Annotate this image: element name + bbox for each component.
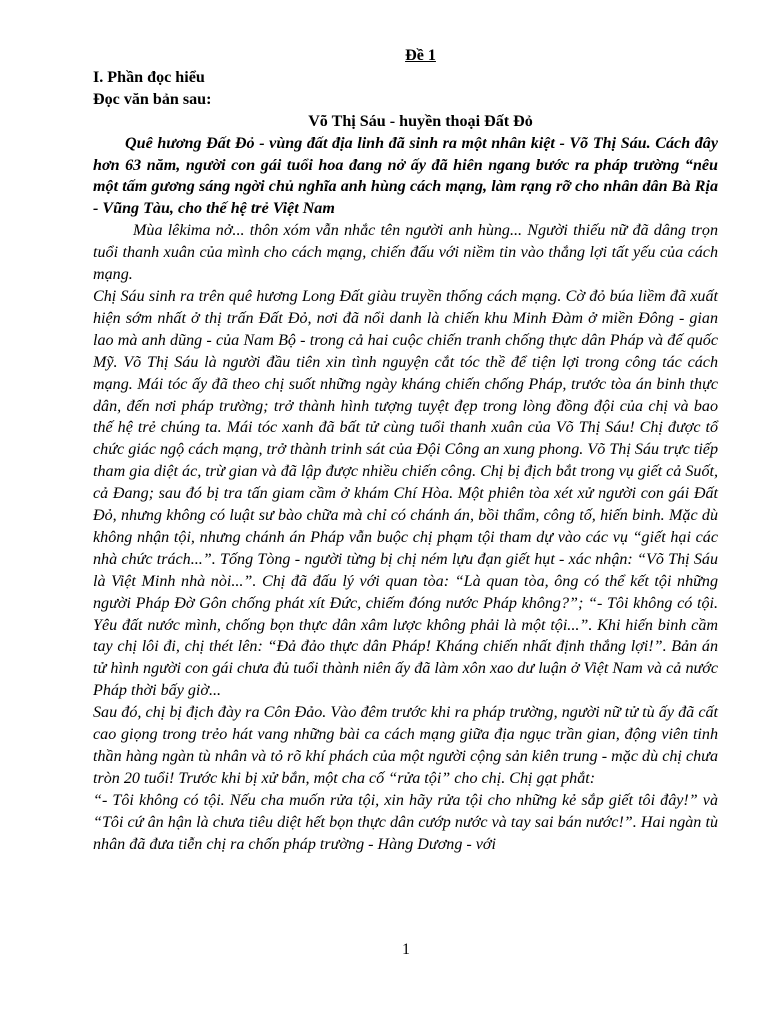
page-number: 1 <box>402 941 410 958</box>
story-title: Võ Thị Sáu - huyền thoại Đất Đỏ <box>308 112 533 130</box>
body-paragraph: Sau đó, chị bị địch đày ra Côn Đảo. Vào đêm trước khi ra pháp trường, người nữ tử tù ấy đã cất cao giọng trong trẻo hát vang những bài ca cách mạng giữa địa ngục trần gian, động viên tinh thần hàng ngàn tù nhân và tỏ rõ khí phách của một người cộng sản kiên trung - mặc dù chị chưa tròn 20 tuổi! Trước khi bị xử bắn, một cha cố “rửa tội” cho chị. Chị gạt phắt: <box>93 704 718 787</box>
body-paragraph: Mùa lêkima nở... thôn xóm vẫn nhắc tên người anh hùng... Người thiếu nữ đã dâng trọn tuổi thanh xuân của mình cho cách mạng, chiến đấu với niềm tin vào thắng lợi tất yếu của cách mạng. <box>93 222 718 284</box>
section-heading: I. Phần đọc hiểu <box>93 68 205 86</box>
exam-title: Đề 1 <box>405 47 436 64</box>
body-paragraph: “- Tôi không có tội. Nếu cha muốn rửa tội, xin hãy rửa tội cho những kẻ sắp giết tôi đây!” và “Tôi cứ ân hận là chưa tiêu diệt hết bọn thực dân cướp nước và tay sai bán nước!”. Hai ngàn tù nhân đã đưa tiễn chị ra chốn pháp trường - Hàng Dương - với <box>93 791 718 853</box>
intro-paragraph: Quê hương Đất Đỏ - vùng đất địa linh đã sinh ra một nhân kiệt - Võ Thị Sáu. Cách đây hơn 63 năm, người con gái tuổi hoa đang nở ấy đã hiên ngang bước ra pháp trường “nêu một tấm gương sáng ngời chủ nghĩa anh hùng cách mạng, làm rạng rỡ cho nhân dân Bà Rịa - Vũng Tàu, cho thế hệ trẻ Việt Nam <box>93 134 718 218</box>
reading-instruction: Đọc văn bản sau: <box>93 90 212 108</box>
body-paragraph: Chị Sáu sinh ra trên quê hương Long Đất giàu truyền thống cách mạng. Cờ đỏ búa liềm đã xuất hiện sớm nhất ở thị trấn Đất Đỏ, nơi đã nổi danh là chiến khu Minh Đàm ở miền Đông - gian lao mà anh dũng - của Nam Bộ - trong cả hai cuộc chiến tranh chống thực dân Pháp và đế quốc Mỹ. Võ Thị Sáu là người đầu tiên xin tình nguyện cắt tóc thề để tiện lợi trong công tác cách mạng. Mái tóc ấy đã theo chị suốt những ngày kháng chiến chống Pháp, trước tòa án binh thực dân, đến nơi pháp trường; trở thành hình tượng tuyệt đẹp trong lòng đồng đội của chị và bao thế hệ trẻ chúng ta. Mái tóc xanh đã bất tử cùng tuổi thanh xuân của Võ Thị Sáu! Chị được tổ chức giác ngộ cách mạng, trở thành trinh sát của Đội Công an xung phong. Võ Thị Sáu trực tiếp tham gia diệt ác, trừ gian và đã lập được nhiều chiến công. Chị bị địch bắt trong vụ giết cả Suốt, cả Đang; sau đó bị tra tấn giam cầm ở khám Chí Hòa. Một phiên tòa xét xử người con gái Đất Đỏ, nhưng không có luật sư bào chữa mà chỉ có chánh án, bồi thẩm, công tố, hiến binh. Mặc dù không nhận tội, nhưng chánh án Pháp vẫn buộc chị phạm tội tham dự vào các vụ “giết hại các nhà chức trách...”. Tống Tòng - người từng bị chị ném lựu đạn giết hụt - xác nhận: “Võ Thị Sáu là Việt Minh nhà nòi...”. Chị đã đấu lý với quan tòa: “Là quan tòa, ông có thể kết tội những người Pháp Đờ Gôn chống phát xít Đức, chiếm đóng nước Pháp không?”; “- Tôi không có tội. Yêu đất nước mình, chống bọn thực dân xâm lược không phải là một tội...”. Khi hiến binh cầm tay chị lôi đi, chị thét lên: “Đả đảo thực dân Pháp! Kháng chiến nhất định thắng lợi!”. Bản án tử hình người con gái chưa đủ tuổi thành niên ấy đã làm xôn xao dư luận ở Việt Nam và cả nước Pháp thời bấy giờ... <box>93 287 718 700</box>
document-body <box>93 45 718 856</box>
